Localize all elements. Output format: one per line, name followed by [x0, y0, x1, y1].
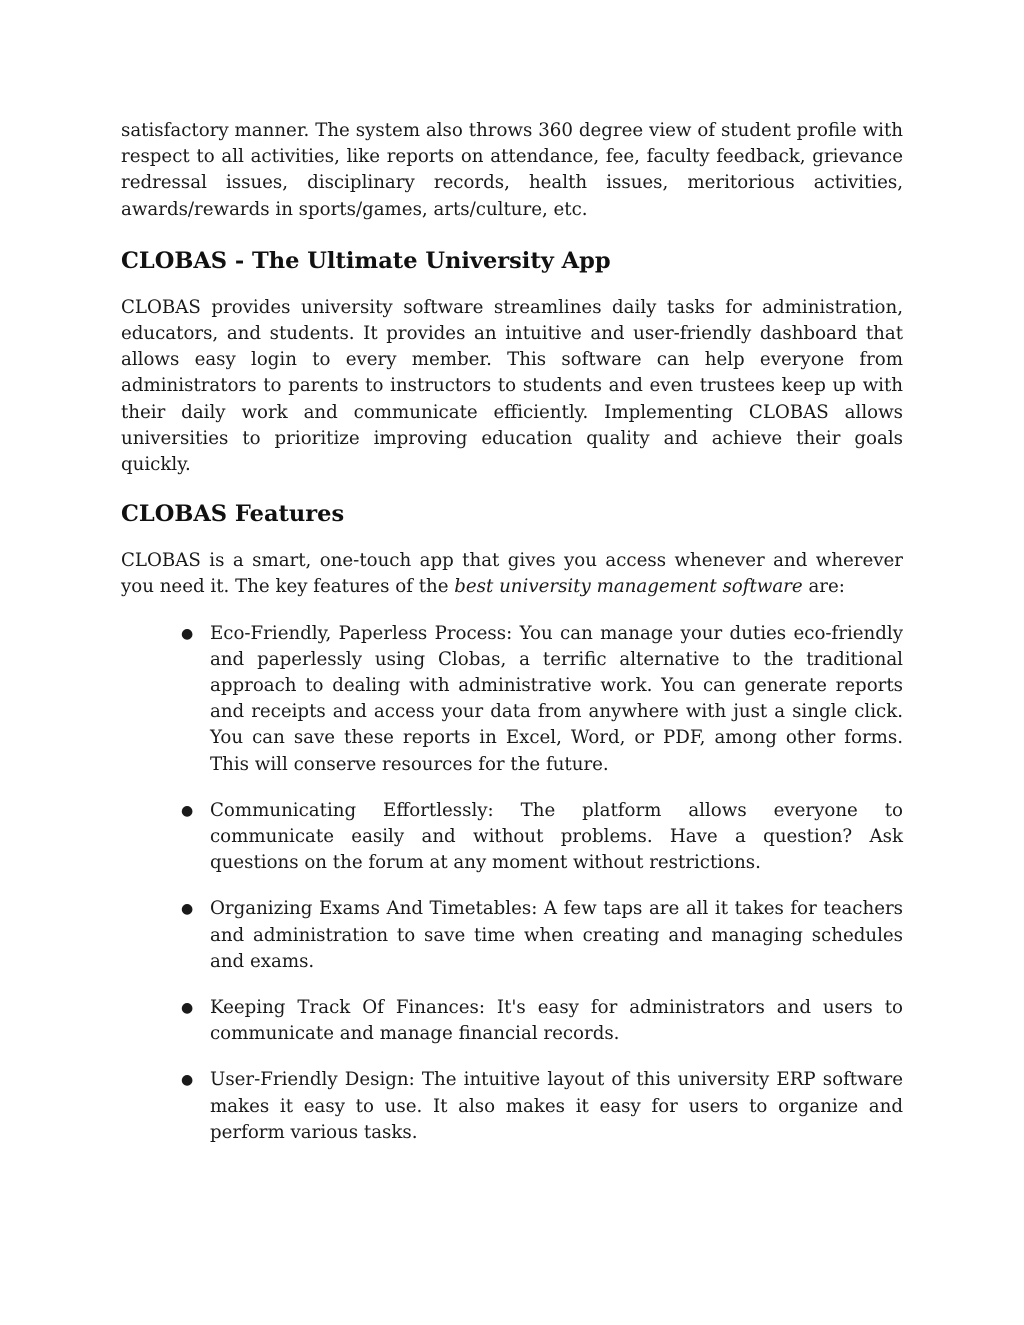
feature-text: Keeping Track Of Finances: It's easy for administrators and users to communicate and manage financial records. [210, 997, 903, 1045]
bullet-icon: ● [181, 1072, 194, 1089]
feature-item-user-friendly [121, 1067, 903, 1146]
feature-item-eco-friendly [121, 621, 903, 778]
feature-text: Organizing Exams And Timetables: A few taps are all it takes for teachers and administration to save time when creating and managing schedules and exams. [210, 898, 903, 972]
feature-item-communicating [121, 798, 903, 877]
section-heading-features: CLOBAS Features [121, 501, 345, 528]
bullet-icon: ● [181, 625, 194, 642]
features-intro-paragraph [121, 548, 903, 600]
feature-item-exams-timetables [121, 896, 903, 975]
feature-text: Communicating Effortlessly: The platform allows everyone to communicate easily and without problems. Have a question? Ask questions on the forum at any moment without restrictions. [210, 799, 903, 874]
bullet-icon: ● [181, 1000, 194, 1017]
bullet-icon: ● [181, 802, 194, 819]
bullet-icon: ● [181, 901, 194, 918]
features-intro-tail: are: [802, 576, 845, 598]
feature-text: Eco-Friendly, Paperless Process: You can manage your duties eco-friendly and paperlessly using Clobas, a terrific alternative to the traditional approach to dealing with administrative work. You can generate reports and receipts and access your data from anywhere with just a single click. You can save these reports in Excel, Word, or PDF, among other forms. This will conserve resources for the future. [210, 622, 903, 775]
ultimate-app-paragraph: CLOBAS provides university software streamlines daily tasks for administration, educators, and students. It provides an intuitive and user-friendly dashboard that allows easy login to every member. This software can help everyone from administrators to parents to instructors to students and even trustees keep up with their daily work and communicate efficiently. Implementing CLOBAS allows universities to prioritize improving education quality and achieve their goals quickly. [121, 296, 903, 476]
feature-text: User-Friendly Design: The intuitive layout of this university ERP software makes it easy to use. It also makes it easy for users to organize and perform various tasks. [210, 1069, 903, 1143]
section-heading-ultimate-app: CLOBAS - The Ultimate University App [121, 247, 611, 274]
features-intro-emphasis: best university management software [454, 576, 803, 598]
features-intro-text: CLOBAS is a smart, one-touch app that gives you access whenever and wherever you need it. The key features of the [121, 550, 903, 598]
feature-item-finances [121, 995, 903, 1047]
features-list [121, 621, 903, 1146]
intro-paragraph: satisfactory manner. The system also throws 360 degree view of student profile with respect to all activities, like reports on attendance, fee, faculty feedback, grievance redressal issues, disciplinary records, health issues, meritorious activities, awards/rewards in sports/games, arts/culture, etc. [121, 120, 903, 220]
document-page [121, 118, 903, 1166]
